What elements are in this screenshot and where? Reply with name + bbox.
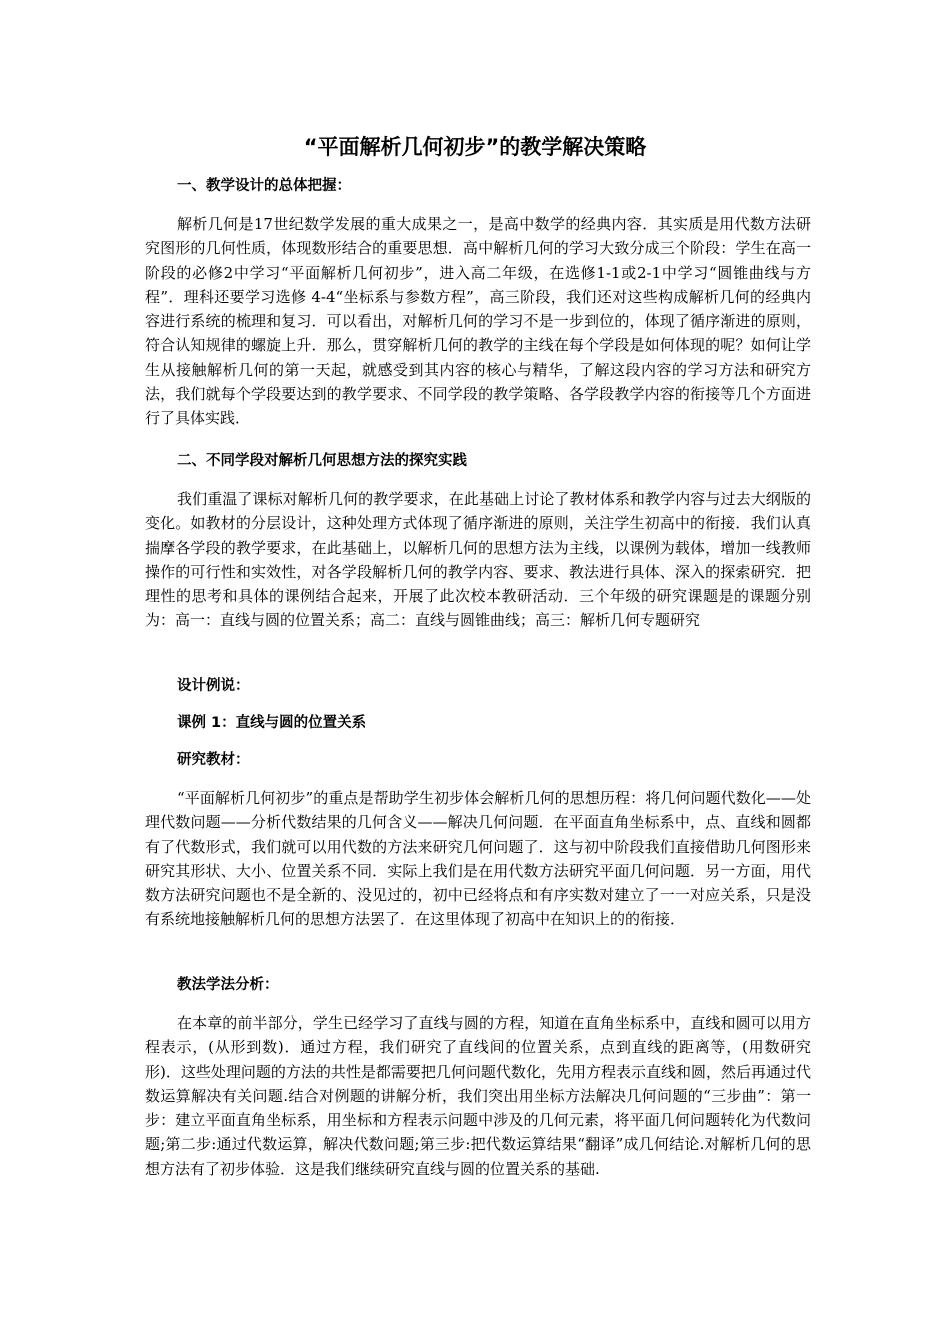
section1-heading: 一、教学设计的总体把握： — [177, 178, 351, 194]
lesson1-heading: 课例 1：直线与圆的位置关系 — [177, 715, 367, 731]
document-title: “平面解析几何初步”的教学解决策略 — [303, 135, 647, 159]
section1-paragraph: 解析几何是17世纪数学发展的重大成果之一，是高中数学的经典内容．其实质是用代数方法研究图形的几何性质，体现数形结合的重要思想．高中解析几何的学习大致分成三个阶段：学生在高一阶段的必修2中学习“平面解析几何初步”，进入高二年级，在选修1-1或2-1中学习“圆锥曲线与方程”．理科还要学习选修 4-4“坐标系与参数方程”，高三阶段，我们还对这些构成解析几何的经典内容进行系统的梳理和复习．可以看出，对解析几何的学习不是一步到位的，体现了循序渐进的原则，符合认知规律的螺旋上升．那么，贯穿解析几何的教学的主线在每个学段是如何体现的呢？如何让学生从接触解析几何的第一天起，就感受到其内容的核心与精华，了解这段内容的学习方法和研究方法，我们就每个学段要达到的教学要求、不同学段的教学策略、各学段教学内容的衔接等几个方面进行了具体实践． — [145, 215, 811, 428]
design-heading: 设计例说： — [177, 678, 250, 694]
section2-paragraph: 我们重温了课标对解析几何的教学要求，在此基础上讨论了教材体系和教学内容与过去大纲版的变化。如教材的分层设计，这种处理方式体现了循序渐进的原则，关注学生初高中的衔接．我们认真揣摩各学段的教学要求，在此基础上，以解析几何的思想方法为主线，以课例为载体，增加一线教师操作的可行性和实效性，对各学段解析几何的教学内容、要求、教法进行具体、深入的探索研究．把理性的思考和具体的课例结合起来，开展了此次校本教研活动．三个年级的研究课题是的课题分别为：高一：直线与圆的位置关系；高二：直线与圆锥曲线；高三：解析几何专题研究 — [145, 490, 811, 630]
method-paragraph: 在本章的前半部分，学生已经学习了直线与圆的方程，知道在直角坐标系中，直线和圆可以用方程表示，(从形到数)．通过方程，我们研究了直线间的位置关系，点到直线的距离等，(用数研究形)．这些处理问题的方法的共性是都需要把几何问题代数化，先用方程表示直线和圆，然后再通过代数运算解决有关问题.结合对例题的讲解分析，我们突出用坐标方法解决几何问题的“三步曲”：第一步：建立平面直角坐标系，用坐标和方程表示问题中涉及的几何元素，将平面几何问题转化为代数问题;第二步:通过代数运算，解决代数问题;第三步:把代数运算结果“翻译”成几何结论.对解析几何的思想方法有了初步体验．这是我们继续研究直线与圆的位置关系的基础. — [145, 1014, 811, 1178]
section2-heading: 二、不同学段对解析几何思想方法的探究实践 — [177, 453, 467, 469]
material-heading: 研究教材： — [177, 752, 250, 768]
method-heading: 教法学法分析： — [177, 977, 279, 993]
material-paragraph: “平面解析几何初步”的重点是帮助学生初步体会解析几何的思想历程：将几何问题代数化——处理代数问题——分析代数结果的几何含义——解决几何问题．在平面直角坐标系中，点、直线和圆都有了代数形式，我们就可以用代数的方法来研究几何问题了．这与初中阶段我们直接借助几何图形来研究其形状、大小、位置关系不同．实际上我们是在用代数方法研究平面几何问题．另一方面，用代数方法研究问题也不是全新的、没见过的，初中已经将点和有序实数对建立了一一对应关系，只是没有系统地接触解析几何的思想方法罢了．在这里体现了初高中在知识上的的衔接． — [145, 789, 811, 929]
